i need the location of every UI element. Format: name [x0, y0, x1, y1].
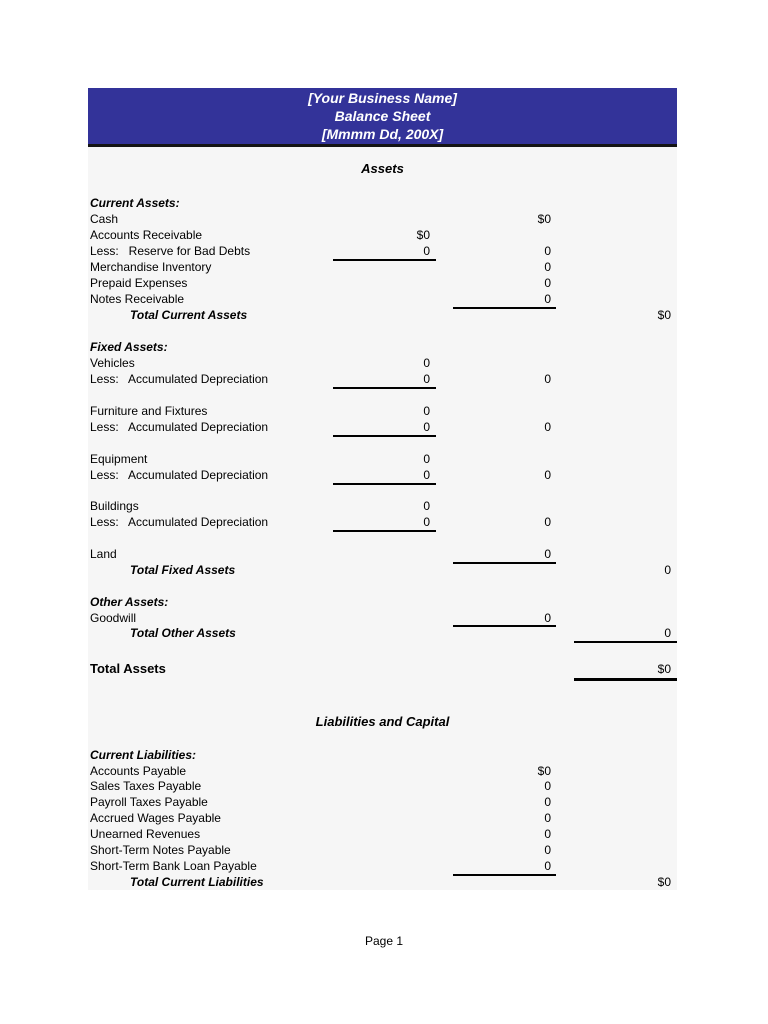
subtotal-rule — [333, 483, 436, 485]
furniture-depreciation-label: Less: Accumulated Depreciation — [90, 420, 269, 434]
buildings-row — [88, 498, 677, 514]
liability-amount: 0 — [544, 843, 551, 857]
land-amount: 0 — [544, 547, 551, 561]
total-assets-label: Total Assets — [90, 661, 166, 676]
liability-row — [88, 842, 677, 858]
equipment-net-amount: 0 — [544, 468, 551, 482]
buildings-depreciation-amount: 0 — [423, 515, 430, 529]
total-fixed-assets-row — [88, 562, 677, 578]
total-fixed-assets-amount: 0 — [664, 563, 671, 577]
equipment-depreciation-amount: 0 — [423, 468, 430, 482]
total-current-assets-label: Total Current Assets — [130, 308, 248, 322]
liability-row — [88, 763, 677, 779]
furniture-row — [88, 403, 677, 419]
buildings-depreciation-row — [88, 514, 677, 530]
total-assets-row — [88, 661, 677, 677]
business-name: [Your Business Name] — [308, 90, 457, 106]
accounts-receivable-label: Accounts Receivable — [90, 228, 203, 242]
assets-section-title: Assets — [361, 161, 404, 176]
liability-amount: 0 — [544, 827, 551, 841]
liability-label: Accounts Payable — [90, 764, 187, 778]
merchandise-inventory-row — [88, 259, 677, 275]
liability-label: Sales Taxes Payable — [90, 779, 202, 793]
liability-label: Short-Term Notes Payable — [90, 843, 231, 857]
liability-label: Short-Term Bank Loan Payable — [90, 859, 257, 873]
land-row — [88, 546, 677, 562]
furniture-label: Furniture and Fixtures — [90, 404, 208, 418]
notes-receivable-row — [88, 291, 677, 307]
liability-row — [88, 778, 677, 794]
buildings-amount: 0 — [423, 499, 430, 513]
merchandise-inventory-amount: 0 — [544, 260, 551, 274]
cash-row — [88, 211, 677, 227]
liabilities-section-title: Liabilities and Capital — [315, 714, 450, 729]
vehicles-depreciation-label: Less: Accumulated Depreciation — [90, 372, 269, 386]
liability-row — [88, 858, 677, 874]
total-other-assets-amount: 0 — [664, 626, 671, 640]
grand-total-double-rule — [574, 678, 677, 681]
liability-amount: $0 — [537, 764, 551, 778]
accounts-receivable-row — [88, 227, 677, 243]
liability-amount: 0 — [544, 811, 551, 825]
equipment-row — [88, 451, 677, 467]
vehicles-amount: 0 — [423, 356, 430, 370]
equipment-label: Equipment — [90, 452, 148, 466]
total-fixed-assets-label: Total Fixed Assets — [130, 563, 236, 577]
fixed-assets-heading-row — [88, 339, 677, 355]
equipment-depreciation-row — [88, 467, 677, 483]
furniture-net-amount: 0 — [544, 420, 551, 434]
total-current-liabilities-amount: $0 — [657, 875, 671, 889]
total-other-assets-row — [88, 625, 677, 641]
buildings-label: Buildings — [90, 499, 139, 513]
sheet-title: Balance Sheet — [334, 108, 431, 124]
vehicles-row — [88, 355, 677, 371]
total-assets-amount: $0 — [657, 662, 671, 676]
liability-label: Accrued Wages Payable — [90, 811, 221, 825]
current-liabilities-heading: Current Liabilities: — [90, 748, 197, 762]
sheet-header — [88, 88, 677, 147]
prepaid-expenses-row — [88, 275, 677, 291]
liability-row — [88, 794, 677, 810]
total-current-assets-row — [88, 307, 677, 323]
cash-amount: $0 — [537, 212, 551, 226]
liability-label: Payroll Taxes Payable — [90, 795, 208, 809]
furniture-depreciation-row — [88, 419, 677, 435]
buildings-depreciation-label: Less: Accumulated Depreciation — [90, 515, 269, 529]
other-assets-heading: Other Assets: — [90, 595, 169, 609]
goodwill-amount: 0 — [544, 611, 551, 625]
liability-amount: 0 — [544, 859, 551, 873]
furniture-depreciation-amount: 0 — [423, 420, 430, 434]
current-liabilities-heading-row — [88, 747, 677, 763]
fixed-assets-heading: Fixed Assets: — [90, 340, 168, 354]
notes-receivable-label: Notes Receivable — [90, 292, 185, 306]
reserve-bad-debts-amount: 0 — [423, 244, 430, 258]
subtotal-rule — [333, 530, 436, 532]
liability-row — [88, 826, 677, 842]
page-number: Page 1 — [364, 934, 404, 948]
prepaid-expenses-amount: 0 — [544, 276, 551, 290]
goodwill-row — [88, 610, 677, 626]
subtotal-rule — [333, 387, 436, 389]
land-label: Land — [90, 547, 117, 561]
net-receivables-amount: 0 — [544, 244, 551, 258]
subtotal-rule — [574, 641, 677, 643]
current-assets-heading: Current Assets: — [90, 196, 180, 210]
subtotal-rule — [333, 435, 436, 437]
total-current-liabilities-row — [88, 874, 677, 890]
goodwill-label: Goodwill — [90, 611, 137, 625]
total-current-assets-amount: $0 — [657, 308, 671, 322]
liability-amount: 0 — [544, 779, 551, 793]
liability-amount: 0 — [544, 795, 551, 809]
reserve-bad-debts-row — [88, 243, 677, 259]
accounts-receivable-amount: $0 — [416, 228, 430, 242]
vehicles-depreciation-amount: 0 — [423, 372, 430, 386]
buildings-net-amount: 0 — [544, 515, 551, 529]
other-assets-heading-row — [88, 594, 677, 610]
current-assets-heading-row — [88, 195, 677, 211]
cash-label: Cash — [90, 212, 119, 226]
vehicles-net-amount: 0 — [544, 372, 551, 386]
vehicles-label: Vehicles — [90, 356, 135, 370]
liability-row — [88, 810, 677, 826]
reserve-bad-debts-label: Less: Reserve for Bad Debts — [90, 244, 251, 258]
vehicles-depreciation-row — [88, 371, 677, 387]
furniture-amount: 0 — [423, 404, 430, 418]
merchandise-inventory-label: Merchandise Inventory — [90, 260, 212, 274]
balance-sheet — [88, 88, 677, 890]
liability-label: Unearned Revenues — [90, 827, 201, 841]
total-current-liabilities-label: Total Current Liabilities — [130, 875, 264, 889]
equipment-amount: 0 — [423, 452, 430, 466]
equipment-depreciation-label: Less: Accumulated Depreciation — [90, 468, 269, 482]
total-other-assets-label: Total Other Assets — [130, 626, 236, 640]
notes-receivable-amount: 0 — [544, 292, 551, 306]
sheet-date: [Mmmm Dd, 200X] — [321, 126, 444, 142]
prepaid-expenses-label: Prepaid Expenses — [90, 276, 188, 290]
